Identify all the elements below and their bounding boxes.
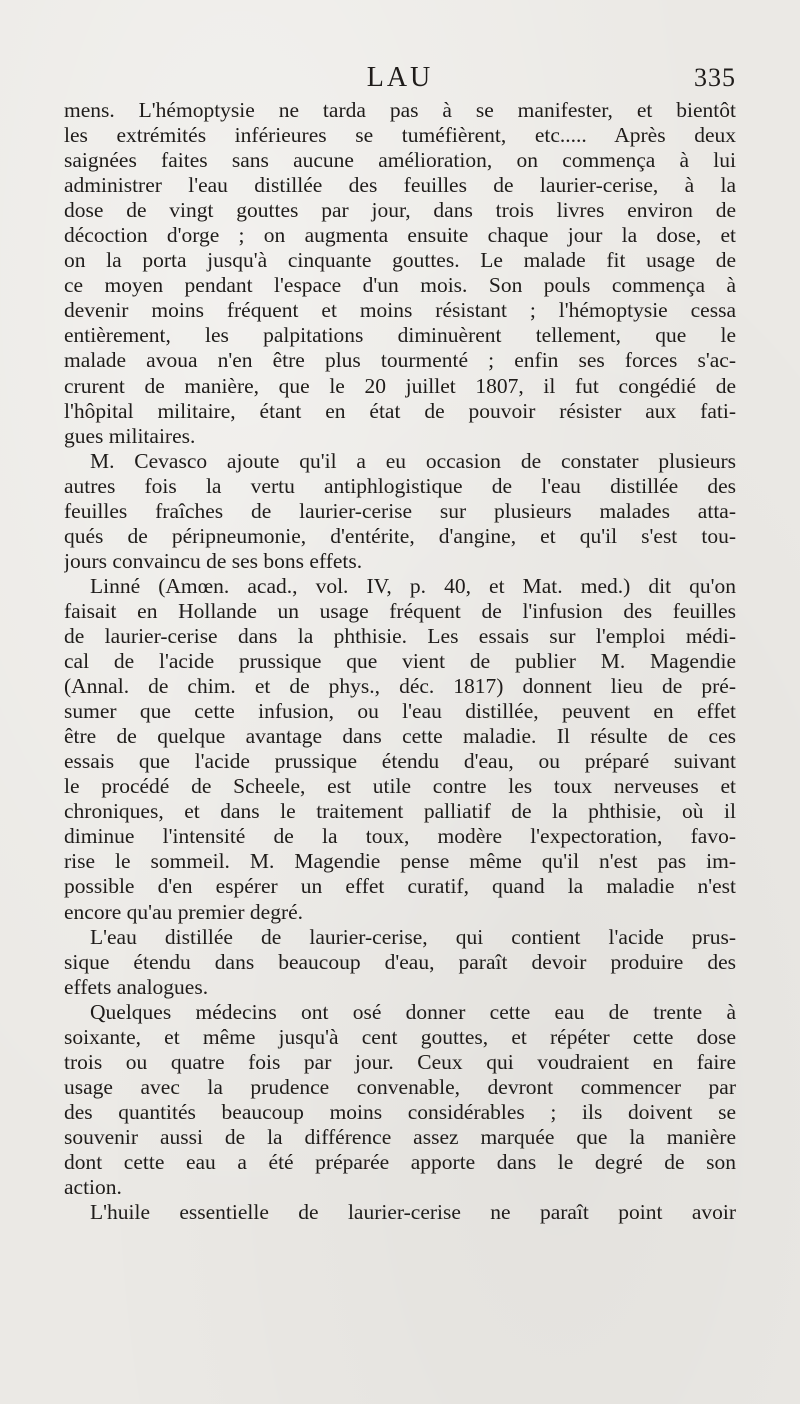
text-line: usage avec la prudence convenable, devront commencer par bbox=[64, 1074, 736, 1099]
text-line: les extrémités inférieures se tuméfièrent, etc..... Après deux bbox=[64, 123, 736, 148]
text-line: Quelques médecins ont osé donner cette eau de trente à bbox=[90, 999, 736, 1024]
text-line: feuilles fraîches de laurier-cerise sur plusieurs malades atta- bbox=[64, 498, 736, 523]
text-line: M. Cevasco ajoute qu'il a eu occasion de constater plusieurs bbox=[90, 448, 736, 473]
text-line: essais que l'acide prussique étendu d'eau, ou préparé suivant bbox=[64, 749, 736, 774]
text-line: entièrement, les palpitations diminuèrent tellement, que le bbox=[64, 323, 736, 348]
text-line: jours convaincu de ses bons effets. bbox=[64, 548, 363, 573]
text-line: saignées faites sans aucune amélioration, on commença à lui bbox=[64, 148, 736, 173]
text-line: on la porta jusqu'à cinquante gouttes. Le malade fit usage de bbox=[64, 248, 736, 273]
text-line: administrer l'eau distillée des feuilles de laurier-cerise, à la bbox=[64, 173, 736, 198]
paragraph bbox=[64, 449, 736, 574]
text-line: des quantités beaucoup moins considérables ; ils doivent se bbox=[64, 1099, 736, 1124]
paragraph bbox=[64, 98, 736, 449]
text-line: décoction d'orge ; on augmenta ensuite chaque jour la dose, et bbox=[64, 223, 736, 248]
text-line: l'hôpital militaire, étant en état de pouvoir résister aux fati- bbox=[64, 398, 736, 423]
text-line: cal de l'acide prussique que vient de publier M. Magendie bbox=[64, 649, 736, 674]
text-line: encore qu'au premier degré. bbox=[64, 899, 304, 924]
text-line: le procédé de Scheele, est utile contre les toux nerveuses et bbox=[64, 774, 736, 799]
text-line: crurent de manière, que le 20 juillet 1807, il fut congédié de bbox=[64, 373, 736, 398]
page-number: 335 bbox=[694, 63, 736, 92]
text-line: être de quelque avantage dans cette maladie. Il résulte de ces bbox=[64, 724, 736, 749]
text-line: Linné (Amœn. acad., vol. IV, p. 40, et Mat. med.) dit qu'on bbox=[90, 573, 736, 598]
text-line: trois ou quatre fois par jour. Ceux qui voudraient en faire bbox=[64, 1049, 736, 1074]
text-line: chroniques, et dans le traitement palliatif de la phthisie, où il bbox=[64, 799, 736, 824]
text-line: L'eau distillée de laurier-cerise, qui contient l'acide prus- bbox=[90, 924, 736, 949]
paragraph bbox=[64, 1200, 736, 1225]
text-line: rise le sommeil. M. Magendie pense même qu'il n'est pas im- bbox=[64, 849, 736, 874]
text-line: de laurier-cerise dans la phthisie. Les essais sur l'emploi médi- bbox=[64, 623, 736, 648]
running-head bbox=[64, 58, 736, 98]
text-line: dose de vingt gouttes par jour, dans trois livres environ de bbox=[64, 198, 736, 223]
text-line: diminue l'intensité de la toux, modère l'expectoration, favo- bbox=[64, 824, 736, 849]
text-line: devenir moins fréquent et moins résistant ; l'hémoptysie cessa bbox=[64, 298, 736, 323]
text-line: (Annal. de chim. et de phys., déc. 1817) donnent lieu de pré- bbox=[64, 674, 736, 699]
running-title: LAU bbox=[366, 62, 434, 93]
text-line: faisait en Hollande un usage fréquent de l'infusion des feuilles bbox=[64, 598, 736, 623]
text-line: possible d'en espérer un effet curatif, quand la maladie n'est bbox=[64, 874, 736, 899]
text-line: sumer que cette infusion, ou l'eau distillée, peuvent en effet bbox=[64, 699, 736, 724]
text-line: sique étendu dans beaucoup d'eau, paraît devoir produire des bbox=[64, 949, 736, 974]
paragraph bbox=[64, 574, 736, 925]
body-text bbox=[64, 98, 736, 1225]
text-line: malade avoua n'en être plus tourmenté ; enfin ses forces s'ac- bbox=[64, 348, 736, 373]
text-line: souvenir aussi de la différence assez marquée que la manière bbox=[64, 1124, 736, 1149]
text-line: autres fois la vertu antiphlogistique de l'eau distillée des bbox=[64, 473, 736, 498]
text-line: effets analogues. bbox=[64, 974, 209, 999]
text-line: L'huile essentielle de laurier-cerise ne paraît point avoir bbox=[90, 1200, 736, 1225]
text-line: action. bbox=[64, 1175, 122, 1200]
text-line: mens. L'hémoptysie ne tarda pas à se manifester, et bientôt bbox=[64, 98, 736, 122]
paragraph bbox=[64, 925, 736, 1000]
text-line: qués de péripneumonie, d'entérite, d'angine, et qu'il s'est tou- bbox=[64, 523, 736, 548]
text-line: soixante, et même jusqu'à cent gouttes, et répéter cette dose bbox=[64, 1024, 736, 1049]
text-line: gues militaires. bbox=[64, 423, 196, 448]
text-line: ce moyen pendant l'espace d'un mois. Son pouls commença à bbox=[64, 273, 736, 298]
text-line: dont cette eau a été préparée apporte dans le degré de son bbox=[64, 1149, 736, 1174]
paragraph bbox=[64, 1000, 736, 1200]
